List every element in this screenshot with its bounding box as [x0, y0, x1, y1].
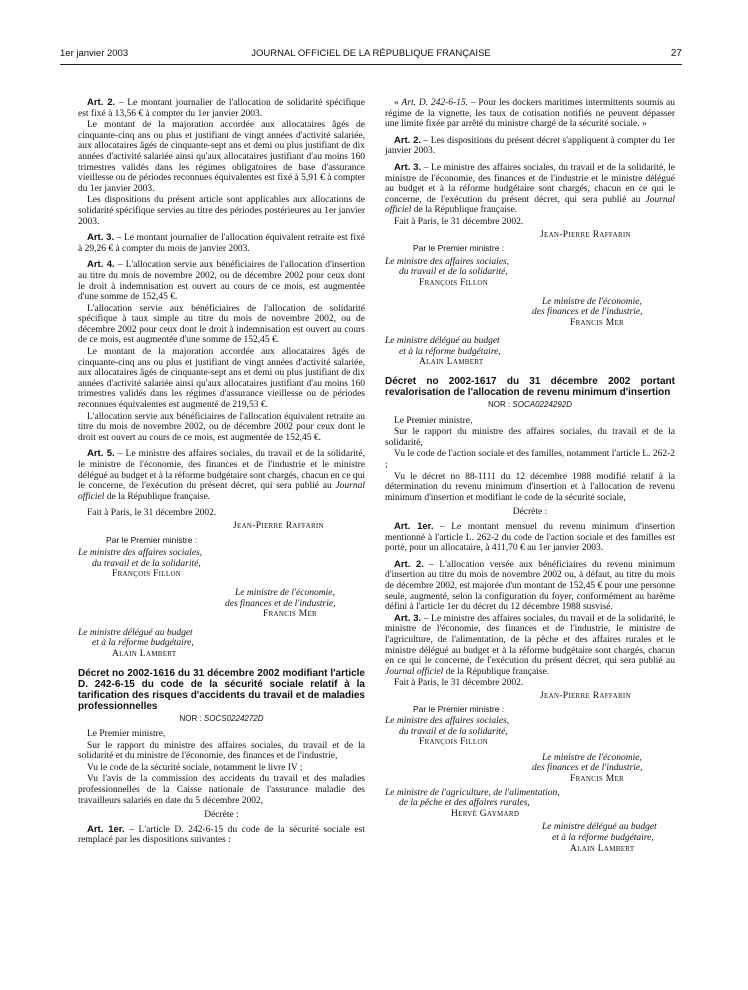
- header-page-number: 27: [670, 48, 682, 59]
- minister-title: et à la réforme budgétaire,: [552, 833, 654, 844]
- article-paragraph: Art. 2. – L'allocation versée aux bénéficiaires du revenu minimum d'insertion au titre du mois de novembre 2002 ou, à défaut, au titre du mois de décembre 2002, est majorée d'un montant de 152,45 € pour une personne seule, augmenté, selon la configuration du foyer, conformément au barème défini à l'article 1er du décret du 12 décembre 1988 susvisé.: [385, 558, 675, 613]
- signature-block: [385, 230, 675, 369]
- minister-title: Le ministre délégué au budget: [385, 336, 500, 347]
- header-journal-title: JOURNAL OFFICIEL DE LA RÉPUBLIQUE FRANÇAISE: [251, 48, 491, 59]
- page-header: [60, 48, 682, 64]
- minister-title: et à la réforme budgétaire,: [92, 638, 194, 649]
- signer-name: Jean-Pierre Raffarin: [233, 520, 324, 531]
- paragraph: Le Premier ministre,: [87, 729, 166, 740]
- signature-block: [78, 521, 365, 660]
- minister-title: et à la réforme budgétaire,: [399, 346, 501, 357]
- minister-title: Le ministre des affaires sociales,: [78, 548, 203, 559]
- minister-title: Le ministre de l'économie,: [235, 587, 335, 598]
- paragraph: Vu le code de l'action sociale et des familles, notamment l'article L. 262-2 ;: [385, 449, 675, 471]
- minister-title: Le ministre de l'agriculture, de l'alimentation,: [385, 787, 560, 798]
- paragraph: Vu le décret no 88-1111 du 12 décembre 1988 modifié relatif à la détermination du revenu minimum d'insertion et à l'allocation de revenu minimum d'insertion et modifiant le code de la sécurité sociale,: [385, 471, 675, 503]
- minister-title: des finances et de l'industrie,: [225, 598, 336, 609]
- signature-place-date: Fait à Paris, le 31 décembre 2002.: [394, 216, 524, 227]
- minister-title: Le ministre délégué au budget: [542, 822, 657, 833]
- article-paragraph: Art. 5. – Le ministre des affaires sociales, du travail et de la solidarité, le ministre de l'économie, des finances et de l'industrie et le ministre délégué au budget et à la réforme budgétaire sont chargés, chacun en ce qui le concerne, de l'exécution du présent décret, qui sera publié au Journal officiel de la République française.: [78, 448, 365, 502]
- par-le-premier-ministre: Par le Premier ministre :: [413, 243, 505, 254]
- minister-name: François Fillon: [112, 569, 182, 580]
- minister-name: Francis Mer: [570, 774, 625, 785]
- signer-name: Jean-Pierre Raffarin: [540, 690, 631, 701]
- minister-title: de la pêche et des affaires rurales,: [399, 798, 530, 809]
- par-le-premier-ministre: Par le Premier ministre :: [413, 703, 505, 714]
- minister-title: du travail et de la solidarité,: [92, 558, 201, 569]
- minister-title: Le ministre de l'économie,: [542, 752, 642, 763]
- minister-title: des finances et de l'industrie,: [532, 763, 643, 774]
- minister-name: Francis Mer: [570, 317, 625, 328]
- signer-name: Jean-Pierre Raffarin: [540, 229, 631, 240]
- minister-title: Le ministre de l'économie,: [542, 296, 642, 307]
- minister-name: François Fillon: [419, 737, 489, 748]
- decrete-label: Décrète :: [512, 507, 548, 518]
- minister-name: Alain Lambert: [419, 357, 484, 368]
- article-paragraph: Art. 2. – Le montant journalier de l'allocation de solidarité spécifique est fixé à 13,56 € à compter du 1er janvier 2003.: [78, 97, 365, 119]
- signature-place-date: Fait à Paris, le 31 décembre 2002.: [87, 508, 217, 519]
- article-paragraph: Art. 3. – Le montant journalier de l'allocation équivalent retraite est fixé à 29,26 € à compter du mois de janvier 2003.: [78, 232, 365, 254]
- minister-name: François Fillon: [419, 277, 489, 288]
- signature-place-date: Fait à Paris, le 31 décembre 2002.: [394, 678, 524, 689]
- article-paragraph: Art. 1er. – Le montant mensuel du revenu minimum d'insertion mentionné à l'article L. 262-2 du code de l'action sociale et des familles est porté, pour un allocataire, à 411,70 € au 1er janvier 2003.: [385, 521, 675, 554]
- decrete-label: Décrète :: [204, 810, 239, 821]
- article-paragraph: Art. 4. – L'allocation servie aux bénéficiaires de l'allocation d'insertion au titre du mois de novembre 2002, ou de décembre 2002 pour ceux dont le droit à indemnisation est ouvert au cours de ce mois, est augmentée d'une somme de 152,45 €.: [78, 259, 365, 303]
- paragraph: Sur le rapport du ministre des affaires sociales, du travail et de la solidarité et du ministre de l'économie, des finances et de l'industrie,: [78, 740, 365, 762]
- header-rule: [60, 64, 682, 65]
- article-paragraph: Art. 2. – Les dispositions du présent décret s'appliquent à compter du 1er janvier 2003.: [385, 134, 675, 157]
- minister-title: du travail et de la solidarité,: [399, 267, 508, 278]
- quoted-article: « Art. D. 242-6-15. – Pour les dockers maritimes intermittents soumis au régime de la vignette, les taux de cotisation notifiés ne peuvent dépasser une limite fixée par arrêté du ministre chargé de la sécurité sociale. »: [385, 98, 675, 130]
- article-paragraph: Art. 3. – Le ministre des affaires sociales, du travail et de la solidarité, le ministre de l'économie, des finances et de l'industrie et le ministre délégué au budget et à la réforme budgétaire sont chargés, chacun en ce qui le concerne, de l'exécution du présent décret, qui sera publié au Journal officiel de la République française.: [385, 161, 675, 216]
- minister-title: Le ministre des affaires sociales,: [385, 716, 510, 727]
- minister-name: Alain Lambert: [570, 843, 635, 854]
- minister-title: Le ministre des affaires sociales,: [385, 256, 510, 267]
- left-column: [78, 98, 365, 847]
- par-le-premier-ministre: Par le Premier ministre :: [106, 534, 198, 545]
- decree-title: Décret no 2002-1617 du 31 décembre 2002 portant revalorisation de l'allocation de revenu minimum d'insertion: [385, 376, 675, 399]
- paragraph: Les dispositions du présent article sont applicables aux allocations de solidarité spécifique servies au titre des périodes postérieures au 1er janvier 2003.: [78, 195, 366, 227]
- paragraph: Vu le code de la sécurité sociale, notamment le livre IV ;: [87, 762, 303, 773]
- nor-reference: NOR : SOCA0224292D: [487, 400, 573, 410]
- minister-title: des finances et de l'industrie,: [532, 307, 643, 318]
- paragraph: L'allocation servie aux bénéficiaires de l'allocation de solidarité spécifique à taux simple au titre du mois de novembre 2002, ou de décembre 2002 pour ceux dont le droit à indemnisation est ouvert au cours de ce mois, est augmentée d'une somme de 152,45 €.: [78, 303, 365, 346]
- minister-name: Hervé Gaymard: [451, 808, 520, 819]
- paragraph: Le montant de la majoration accordée aux allocataires âgés de cinquante-cinq ans ou plus et justifiant de vingt années d'activité salariée, aux allocataires âgés de cinquante-sept ans et demi ou plus justifiant de dix années d'activité salariée ainsi qu'aux allocataires justifiant d'au moins 160 trimestres validés dans les régimes d'assurance vieillesse ou de périodes reconnues équivalentes est augmenté de 219,53 €.: [78, 347, 365, 411]
- minister-name: Francis Mer: [263, 609, 318, 620]
- paragraph: Sur le rapport du ministre des affaires sociales, du travail et de la solidarité,: [385, 427, 675, 448]
- minister-title: du travail et de la solidarité,: [399, 726, 508, 737]
- decree-title: Décret no 2002-1616 du 31 décembre 2002 modifiant l'article D. 242-6-15 du code de la sécurité sociale relatif à la tarification des risques d'accidents du travail et de maladies professionnelles: [78, 667, 365, 712]
- article-paragraph: Art. 3. – Le ministre des affaires sociales, du travail et de la solidarité, le ministre de l'économie, des finances et de l'industrie, le ministre de l'agriculture, de l'alimentation, de la pêche et des affaires rurales et le ministre délégué au budget et à la réforme budgétaire sont chargés, chacun en ce qui le concerne, de l'exécution du présent décret, qui sera publié au Journal officiel de la République française.: [385, 612, 675, 677]
- nor-reference: NOR : SOCS0224272D: [179, 713, 264, 723]
- header-date: 1er janvier 2003: [60, 48, 129, 59]
- paragraph: L'allocation servie aux bénéficiaires de l'allocation équivalent retraite au titre du mois de novembre 2002, ou de décembre 2002 pour ceux dont le droit est ouvert au cours de ce mois, est augmentée de 152,45 €.: [78, 411, 365, 443]
- article-paragraph: Art. 1er. – L'article D. 242-6-15 du code de la sécurité sociale est remplacé par les dispositions suivantes :: [78, 823, 365, 846]
- right-column: [385, 98, 675, 856]
- minister-name: Alain Lambert: [112, 648, 177, 659]
- minister-title: Le ministre délégué au budget: [78, 627, 193, 638]
- paragraph: Le Premier ministre,: [394, 415, 473, 426]
- paragraph: Le montant de la majoration accordée aux allocataires âgés de cinquante-cinq ans ou plus et justifiant de vingt années d'activité salariée, aux allocataires âgés de cinquante-sept ans et demi ou plus justifiant de dix années d'activité salariée ainsi qu'aux allocataires justifiant d'au moins 160 trimestres validés dans les régimes obligatoires de base d'assurance vieillesse ou de périodes reconnues équivalentes est fixé à 5,91 € à compter du 1er janvier 2003.: [78, 120, 365, 194]
- signature-block: [385, 691, 675, 854]
- paragraph: Vu l'avis de la commission des accidents du travail et des maladies professionnelles de la Caisse nationale de l'assurance maladie des travailleurs salariés en date du 5 décembre 2002,: [78, 774, 365, 806]
